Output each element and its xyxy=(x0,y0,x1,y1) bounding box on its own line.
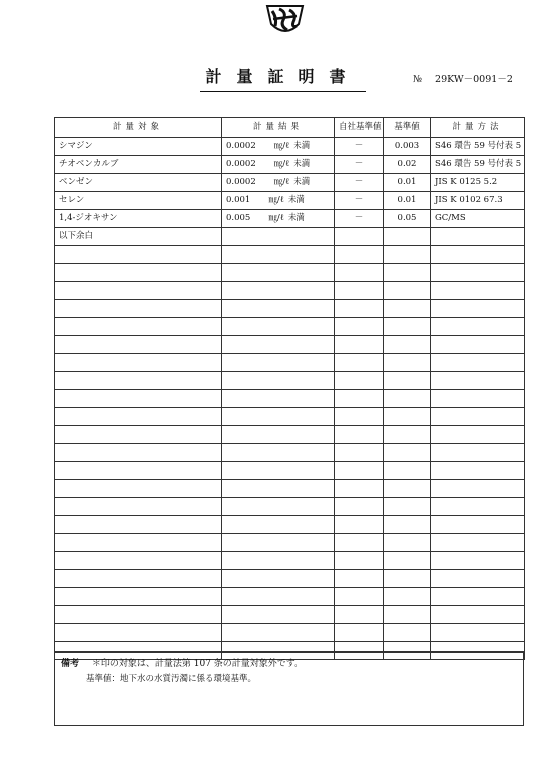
blank-cell xyxy=(335,426,384,444)
col-header-method: 計量方法 xyxy=(431,118,525,138)
blank-cell xyxy=(431,516,525,534)
cell-company-standard: － xyxy=(335,210,384,228)
blank-cell xyxy=(222,480,335,498)
blank-cell xyxy=(55,408,222,426)
blank-cell xyxy=(222,408,335,426)
blank-cell xyxy=(335,624,384,642)
blank-cell xyxy=(431,624,525,642)
blank-cell xyxy=(384,570,431,588)
blank-cell xyxy=(384,462,431,480)
cell-item: シマジン xyxy=(55,138,222,156)
cell-item: チオベンカルブ xyxy=(55,156,222,174)
table-row xyxy=(55,156,525,174)
blank-cell xyxy=(222,588,335,606)
result-qualifier: 未満 xyxy=(293,141,311,151)
col-header-result: 計量結果 xyxy=(222,118,335,138)
blank-cell xyxy=(335,300,384,318)
blank-cell xyxy=(384,354,431,372)
blank-cell xyxy=(384,480,431,498)
blank-cell xyxy=(222,300,335,318)
blank-cell xyxy=(384,300,431,318)
blank-cell xyxy=(335,318,384,336)
blank-row xyxy=(55,462,525,480)
blank-cell xyxy=(431,462,525,480)
blank-cell xyxy=(55,552,222,570)
cell-result xyxy=(222,210,335,228)
result-unit: ㎎/ℓ xyxy=(273,141,290,151)
blank-cell xyxy=(384,588,431,606)
cell-standard: 0.01 xyxy=(384,192,431,210)
cell-method: GC/MS xyxy=(431,210,525,228)
blank-cell xyxy=(431,588,525,606)
blank-row xyxy=(55,516,525,534)
blank-cell xyxy=(222,426,335,444)
result-value: 0.005 xyxy=(226,213,251,223)
col-header-standard: 基準値 xyxy=(384,118,431,138)
result-qualifier: 未満 xyxy=(287,195,305,205)
cell-standard: 0.05 xyxy=(384,210,431,228)
blank-cell xyxy=(335,264,384,282)
blank-cell xyxy=(55,246,222,264)
col-header-company-standard: 自社基準値 xyxy=(335,118,384,138)
cell-method: S46 環告 59 号付表 5 xyxy=(431,138,525,156)
blank-row xyxy=(55,372,525,390)
blank-row xyxy=(55,498,525,516)
cell-item: 1,4-ジオキサン xyxy=(55,210,222,228)
blank-cell xyxy=(431,498,525,516)
blank-cell xyxy=(431,282,525,300)
blank-cell xyxy=(222,246,335,264)
company-logo-icon xyxy=(263,4,307,38)
blank-cell xyxy=(431,480,525,498)
blank-cell xyxy=(55,606,222,624)
blank-cell xyxy=(384,444,431,462)
blank-cell xyxy=(222,318,335,336)
blank-row xyxy=(55,264,525,282)
blank-cell xyxy=(55,354,222,372)
remarks-box xyxy=(54,651,524,726)
blank-cell xyxy=(335,516,384,534)
page-title: 計量証明書 xyxy=(200,64,366,92)
blank-cell xyxy=(55,300,222,318)
number-mark: № xyxy=(413,74,422,85)
blank-row xyxy=(55,534,525,552)
blank-row xyxy=(55,570,525,588)
blank-cell xyxy=(335,534,384,552)
blank-row xyxy=(55,318,525,336)
blank-cell xyxy=(55,336,222,354)
blank-cell xyxy=(55,426,222,444)
remarks-line-1: ＊印の対象は、計量法第 107 条の計量対象外です。 xyxy=(91,659,304,669)
blank-cell xyxy=(384,390,431,408)
blank-cell xyxy=(55,282,222,300)
blank-row xyxy=(55,246,525,264)
cell-standard: 0.003 xyxy=(384,138,431,156)
blank-cell xyxy=(335,282,384,300)
table-row xyxy=(55,192,525,210)
cell-method: JIS K 0125 5.2 xyxy=(431,174,525,192)
blank-cell xyxy=(335,408,384,426)
cell-method: S46 環告 59 号付表 5 xyxy=(431,156,525,174)
blank-cell xyxy=(335,462,384,480)
blank-cell xyxy=(222,264,335,282)
blank-cell xyxy=(222,336,335,354)
blank-cell xyxy=(335,606,384,624)
blank-cell xyxy=(431,336,525,354)
blank-cell xyxy=(55,390,222,408)
blank-cell xyxy=(431,408,525,426)
blank-cell xyxy=(222,516,335,534)
blank-cell xyxy=(335,354,384,372)
table-row xyxy=(55,138,525,156)
cell-result xyxy=(222,138,335,156)
blank-cell xyxy=(55,462,222,480)
blank-cell xyxy=(384,246,431,264)
blank-row xyxy=(55,606,525,624)
result-unit: ㎎/ℓ xyxy=(273,177,290,187)
cell-company-standard: － xyxy=(335,192,384,210)
blank-cell xyxy=(335,246,384,264)
blank-cell xyxy=(222,570,335,588)
blank-cell xyxy=(384,426,431,444)
blank-row xyxy=(55,336,525,354)
cell-result xyxy=(222,192,335,210)
blank-cell xyxy=(384,516,431,534)
cell-item: セレン xyxy=(55,192,222,210)
blank-cell xyxy=(384,336,431,354)
document-number xyxy=(413,71,513,85)
measurement-table xyxy=(54,117,525,660)
blank-cell xyxy=(384,318,431,336)
blank-cell xyxy=(222,624,335,642)
blank-row xyxy=(55,552,525,570)
result-value: 0.001 xyxy=(226,195,251,205)
blank-row xyxy=(55,426,525,444)
blank-cell xyxy=(222,552,335,570)
result-qualifier: 未満 xyxy=(293,177,311,187)
blank-cell xyxy=(335,552,384,570)
blank-cell xyxy=(431,228,525,246)
cell-company-standard: － xyxy=(335,138,384,156)
blank-cell xyxy=(55,318,222,336)
blank-cell xyxy=(55,498,222,516)
blank-cell xyxy=(335,228,384,246)
result-unit: ㎎/ℓ xyxy=(268,213,284,223)
blank-row xyxy=(55,624,525,642)
blank-row xyxy=(55,300,525,318)
result-unit: ㎎/ℓ xyxy=(273,159,290,169)
blank-row xyxy=(55,282,525,300)
blank-cell xyxy=(55,516,222,534)
blank-cell xyxy=(222,444,335,462)
blank-cell xyxy=(222,282,335,300)
blank-cell xyxy=(335,372,384,390)
blank-cell xyxy=(431,606,525,624)
blank-cell xyxy=(431,246,525,264)
blank-cell xyxy=(384,372,431,390)
blank-cell xyxy=(431,390,525,408)
result-unit: ㎎/ℓ xyxy=(268,195,284,205)
blank-cell xyxy=(384,408,431,426)
blank-cell xyxy=(222,498,335,516)
blank-cell xyxy=(384,534,431,552)
blank-cell xyxy=(431,372,525,390)
blank-cell xyxy=(431,300,525,318)
blank-row xyxy=(55,480,525,498)
cell-company-standard: － xyxy=(335,174,384,192)
blank-cell xyxy=(55,588,222,606)
blank-cell xyxy=(335,336,384,354)
blank-cell xyxy=(222,354,335,372)
blank-cell xyxy=(431,570,525,588)
blank-cell xyxy=(222,228,335,246)
result-value: 0.0002 xyxy=(226,177,256,187)
blank-cell xyxy=(384,282,431,300)
blank-cell xyxy=(335,480,384,498)
blank-row xyxy=(55,408,525,426)
blank-cell xyxy=(384,228,431,246)
cell-item: ベンゼン xyxy=(55,174,222,192)
table-row-end-note xyxy=(55,228,525,246)
blank-cell xyxy=(384,552,431,570)
result-qualifier: 未満 xyxy=(287,213,305,223)
document-number-value: 29KW－0091－2 xyxy=(435,74,513,85)
blank-cell xyxy=(55,570,222,588)
blank-cell xyxy=(431,354,525,372)
blank-cell xyxy=(55,444,222,462)
blank-cell xyxy=(431,426,525,444)
cell-company-standard: － xyxy=(335,156,384,174)
blank-cell xyxy=(55,534,222,552)
cell-result xyxy=(222,156,335,174)
table-body xyxy=(55,138,525,660)
blank-cell xyxy=(384,606,431,624)
blank-cell xyxy=(55,480,222,498)
blank-row xyxy=(55,354,525,372)
result-value: 0.0002 xyxy=(226,141,256,151)
blank-cell xyxy=(384,624,431,642)
blank-cell xyxy=(222,534,335,552)
blank-cell xyxy=(55,624,222,642)
cell-standard: 0.01 xyxy=(384,174,431,192)
table-row xyxy=(55,174,525,192)
blank-cell xyxy=(222,462,335,480)
blank-cell xyxy=(55,372,222,390)
cell-method: JIS K 0102 67.3 xyxy=(431,192,525,210)
blank-cell xyxy=(222,606,335,624)
result-qualifier: 未満 xyxy=(293,159,311,169)
cell-standard: 0.02 xyxy=(384,156,431,174)
blank-cell xyxy=(384,498,431,516)
blank-cell xyxy=(335,444,384,462)
result-value: 0.0002 xyxy=(226,159,256,169)
remarks-label: 備考 xyxy=(61,659,80,669)
blank-cell xyxy=(431,534,525,552)
remarks-line-2: 基準値：地下水の水質汚濁に係る環境基準。 xyxy=(86,674,257,684)
blank-cell xyxy=(431,264,525,282)
blank-row xyxy=(55,588,525,606)
blank-cell xyxy=(335,570,384,588)
blank-row xyxy=(55,444,525,462)
table-row xyxy=(55,210,525,228)
blank-cell xyxy=(335,588,384,606)
blank-cell xyxy=(55,264,222,282)
blank-cell xyxy=(431,444,525,462)
col-header-item: 計量対象 xyxy=(55,118,222,138)
blank-cell xyxy=(384,264,431,282)
blank-row xyxy=(55,390,525,408)
blank-cell xyxy=(431,552,525,570)
blank-cell xyxy=(222,372,335,390)
blank-cell xyxy=(335,498,384,516)
cell-result xyxy=(222,174,335,192)
blank-cell xyxy=(431,318,525,336)
blank-cell xyxy=(335,390,384,408)
table-header-row xyxy=(55,118,525,138)
blank-cell xyxy=(222,390,335,408)
end-note: 以下余白 xyxy=(55,228,222,246)
